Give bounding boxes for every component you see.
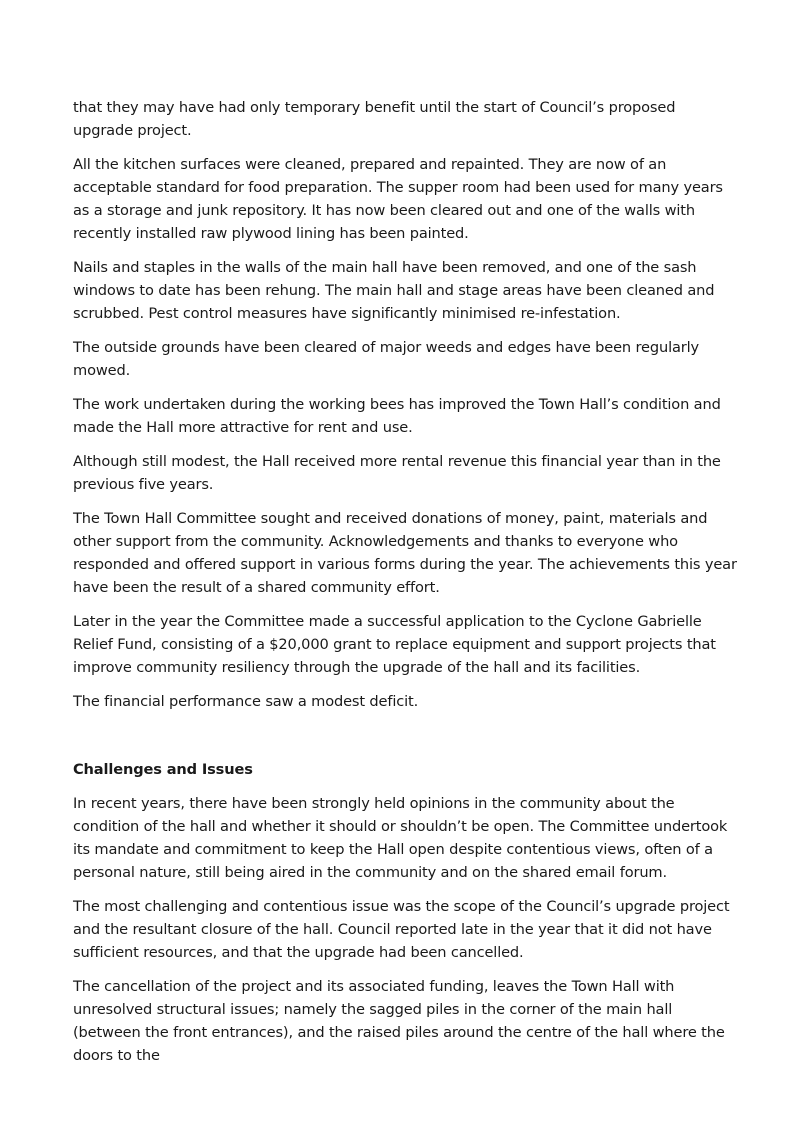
paragraph-8: Later in the year the Committee made a successful application to the Cyclone Gabrielle Relief Fund, consisting of a $20,000 grant to replace equipment and support projects that improve community resiliency through the upgrade of the hall and its facilities. [73,613,716,676]
paragraph-2: All the kitchen surfaces were cleaned, prepared and repainted. They are now of an acceptable standard for food preparation. The supper room had been used for many years as a storage and junk repository. It has now been cleared out and one of the walls with recently installed raw plywood lining has been painted. [73,156,723,242]
paragraph-3: Nails and staples in the walls of the main hall have been removed, and one of the sash windows to date has been rehung. The main hall and stage areas have been cleaned and scrubbed. Pest control measures have significantly minimised re-infestation. [73,259,715,322]
paragraph-10: In recent years, there have been strongly held opinions in the community about the condition of the hall and whether it should or shouldn’t be open. The Committee undertook its mandate and commitment to keep the Hall open despite contentious views, often of a personal nature, still being aired in the community and on the shared email forum. [73,795,728,881]
paragraph-12: The cancellation of the project and its associated funding, leaves the Town Hall with unresolved structural issues; namely the sagged piles in the corner of the main hall (between the front entrances), and the raised piles around the centre of the hall where the doors to the [73,978,725,1064]
paragraph-1: that they may have had only temporary benefit until the start of Council’s proposed upgrade project. [73,99,676,139]
paragraph-11: The most challenging and contentious issue was the scope of the Council’s upgrade project and the resultant closure of the hall. Council reported late in the year that it did not have sufficient resources, and that the upgrade had been cancelled. [73,898,730,961]
paragraph-9: The financial performance saw a modest deficit. [73,693,419,710]
section-heading-challenges: Challenges and Issues [73,761,253,778]
paragraph-7: The Town Hall Committee sought and received donations of money, paint, materials and other support from the community. Acknowledgements and thanks to everyone who responded and offered support in various forms during the year. The achievements this year have been the result of a shared community effort. [73,510,737,596]
document-body [73,96,738,1078]
paragraph-6: Although still modest, the Hall received more rental revenue this financial year than in the previous five years. [73,453,721,493]
paragraph-5: The work undertaken during the working bees has improved the Town Hall’s condition and made the Hall more attractive for rent and use. [73,396,721,436]
paragraph-4: The outside grounds have been cleared of major weeds and edges have been regularly mowed. [73,339,700,379]
